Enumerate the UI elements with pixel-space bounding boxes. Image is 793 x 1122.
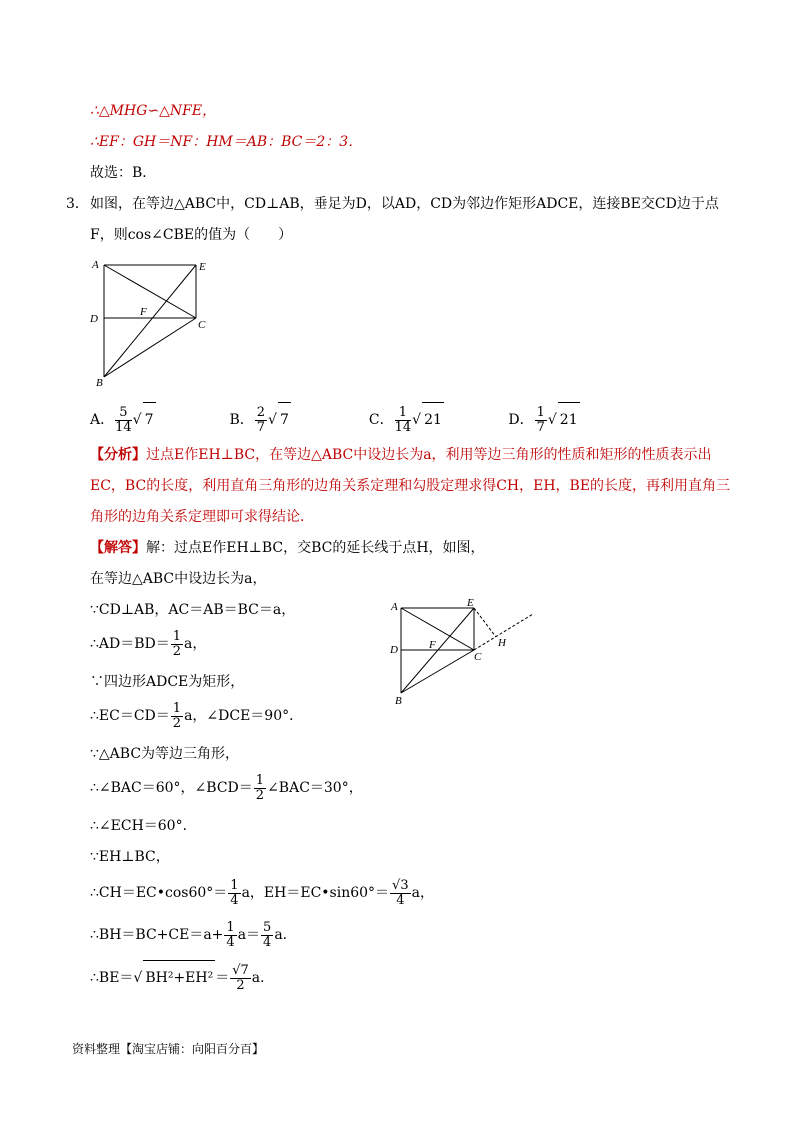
label-a: A — [92, 259, 99, 271]
question-text-2: F，则cos∠CBE的值为（ ） — [90, 227, 293, 243]
step-12: ∴BE＝√ BH²+EH² ＝ $\frac{√7}{2}$ a． — [90, 960, 274, 994]
answer-line-1: 【解答】解：过点E作EH⊥BC，交BC的延长线于点H，如图， — [90, 540, 485, 556]
option-b[interactable]: B． $\frac{2}{7}$ √ 7 — [229, 402, 364, 437]
step-4: ∵四边形ADCE为矩形， — [90, 674, 245, 690]
label-e: E — [199, 261, 206, 273]
footer-credit: 资料整理【淘宝店铺：向阳百分百】 — [72, 1042, 265, 1056]
analysis-line-1: 【分析】过点E作EH⊥BC，在等边△ABC中设边长为a，利用等边三角形的性质和矩形的性质表示出 — [90, 447, 712, 463]
choice-line: 故选：B． — [90, 165, 157, 181]
step-8: ∴∠ECH＝60°． — [90, 818, 197, 834]
label-b: B — [96, 377, 103, 389]
step-1: 在等边△ABC中设边长为a， — [90, 571, 267, 587]
step-7: ∴∠BAC＝60°，∠BCD＝ $\frac{1}{2}$ ∠BAC＝30°， — [90, 772, 363, 803]
conclusion-similar: ∴△MHG∽△NFE， — [90, 103, 217, 119]
fig2-label-e: E — [467, 598, 474, 609]
step-5: ∴EC＝CD＝ $\frac{1}{2}$ a，∠DCE＝90°． — [90, 700, 304, 731]
conclusion-ratio: ∴EF：GH＝NF：HM＝AB：BC＝2：3． — [90, 134, 363, 150]
fig2-label-a: A — [391, 601, 398, 613]
question-text-1: 如图，在等边△ABC中，CD⊥AB，垂足为D，以AD，CD为邻边作矩形ADCE，连接BE交CD边于点 — [90, 196, 719, 212]
solution-figure — [385, 598, 540, 710]
label-c: C — [198, 319, 206, 331]
step-6: ∵△ABC为等边三角形， — [90, 746, 240, 762]
step-2: ∵CD⊥AB，AC＝AB＝BC＝a， — [90, 602, 296, 618]
step-11: ∴BH＝BC+CE＝a+ $\frac{1}{4}$ a＝ $\frac{5}{4}$ a． — [90, 919, 297, 950]
fig2-label-h: H — [498, 637, 506, 649]
step-10: ∴CH＝EC•cos60°＝ $\frac{1}{4}$ a，EH＝EC•sin60°＝ $\frac{√3}{4}$ a， — [90, 877, 434, 908]
fig2-label-d: D — [390, 644, 398, 656]
question-number: 3． — [66, 196, 89, 212]
option-a[interactable]: A． $\frac{5}{14}$ √ 7 — [90, 402, 225, 437]
fig2-label-c: C — [474, 651, 482, 663]
label-d: D — [90, 313, 98, 325]
step-9: ∵EH⊥BC， — [90, 849, 170, 865]
analysis-line-3: 角形的边角关系定理即可求得结论． — [90, 509, 314, 525]
fig2-label-b: B — [395, 695, 402, 707]
analysis-line-2: EC，BC的长度，利用直角三角形的边角关系定理和勾股定理求得CH，EH，BE的长度，再利用直角三 — [90, 478, 731, 494]
options-row — [90, 402, 643, 436]
step-3: ∴AD＝BD＝ $\frac{1}{2}$ a， — [90, 628, 207, 659]
option-d[interactable]: D． $\frac{1}{7}$ √ 21 — [508, 402, 643, 437]
question-figure — [86, 255, 221, 390]
option-c[interactable]: C． $\frac{1}{14}$ √ 21 — [369, 402, 504, 437]
fig2-label-f: F — [429, 639, 436, 651]
label-f: F — [140, 306, 147, 318]
